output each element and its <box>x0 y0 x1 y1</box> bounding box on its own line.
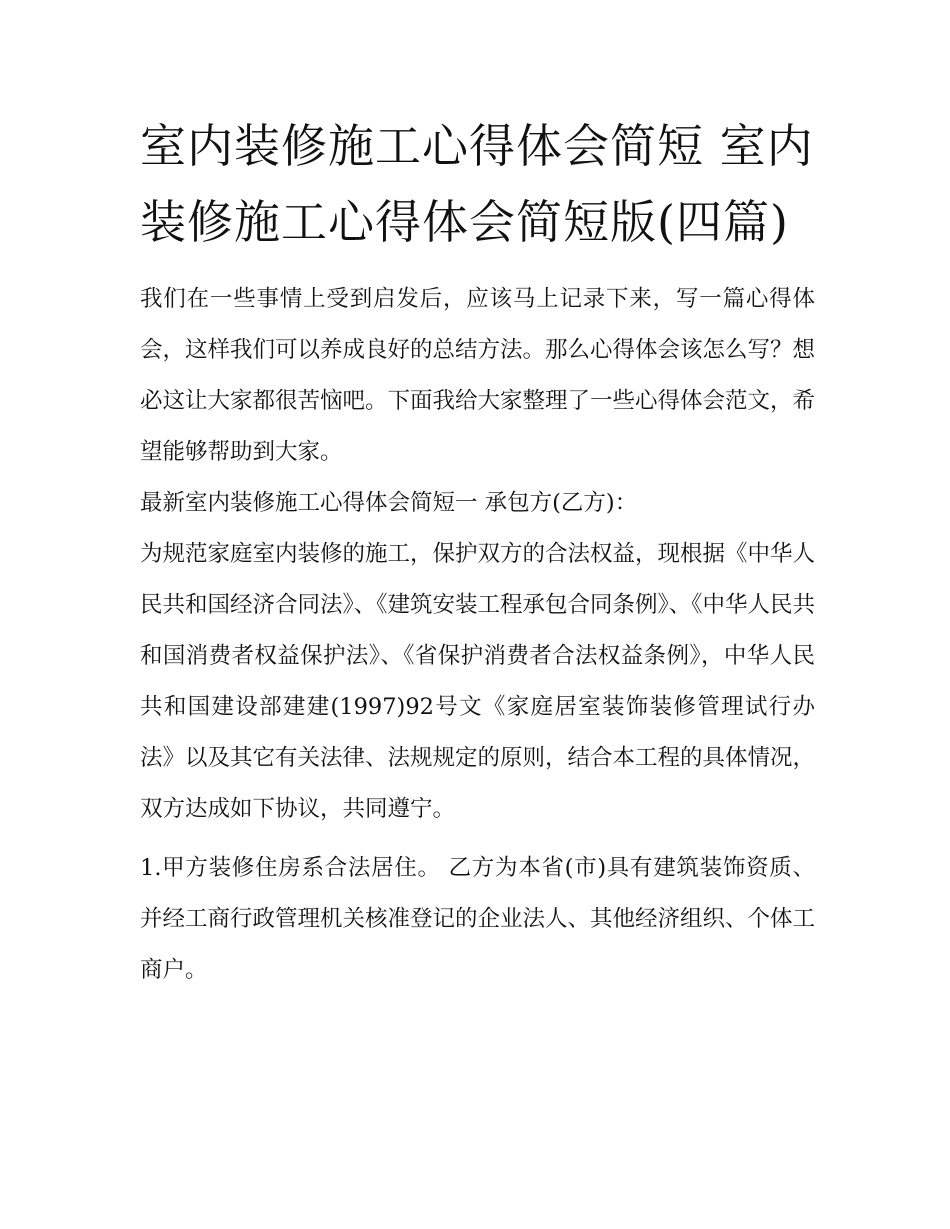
legal-basis-paragraph: 为规范家庭室内装修的施工，保护双方的合法权益，现根据《中华人民共和国经济合同法》、《建筑安装工程承包合同条例》、《中华人民共和国消费者权益保护法》、《省保护消费者合法权益条例》，中华人民共和国建设部建建(1997)92号文《家庭居室装饰装修管理试行办法》以及其它有关法律、法规规定的原则，结合本工程的具体情况，双方达成如下协议，共同遵宁。 <box>140 541 816 822</box>
clause-1-paragraph: 1.甲方装修住房系合法居住。 乙方为本省(市)具有建筑装饰资质、并经工商行政管理机关核准登记的企业法人、其他经济组织、个体工商户。 <box>140 855 816 983</box>
intro-paragraph: 我们在一些事情上受到启发后，应该马上记录下来，写一篇心得体会，这样我们可以养成良好的总结方法。那么心得体会该怎么写？想必这让大家都很苦恼吧。下面我给大家整理了一些心得体会范文，希望能够帮助到大家。 <box>140 286 816 465</box>
document-title: 室内装修施工心得体会简短 室内装修施工心得体会简短版(四篇) <box>140 119 814 249</box>
document-body <box>140 108 815 996</box>
section-heading-paragraph: 最新室内装修施工心得体会简短一 承包方(乙方)： <box>140 490 638 516</box>
